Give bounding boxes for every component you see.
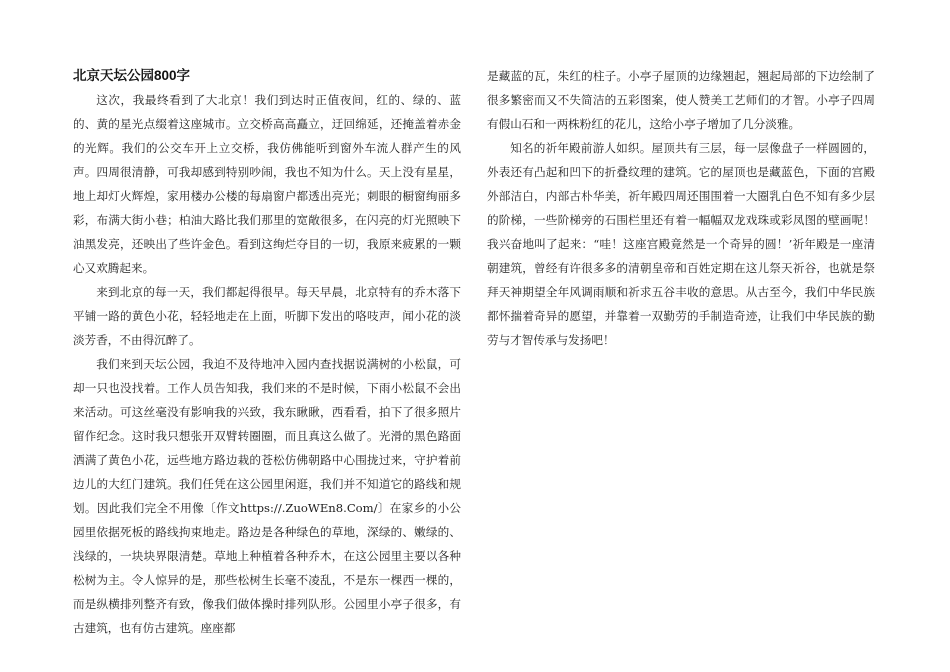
right-column (487, 64, 875, 352)
document-title: 北京天坛公园800字 (73, 68, 191, 83)
paragraph-morning-flowers: 来到北京的每一天，我们都起得很早。每天早晨，北京特有的乔木落下平铺一路的黄色小花，轻轻地走在上面，听脚下发出的咯吱声，闻小花的淡淡芳香，不由得沉醉了。 (73, 285, 461, 347)
paragraph-hall-of-prayer: 知名的祈年殿前游人如织。屋顶共有三层，每一层像盘子一样圆圆的，外表还有凸起和凹下的折叠纹理的建筑。它的屋顶也是藏蓝色，下面的宫殿外部洁白，内部古朴华美，祈年殿四周还围围着一大圈乳白色不知有多少层的阶梯，一些阶梯旁的石围栏里还有着一幅幅双龙戏珠或彩凤图的壁画呢！我兴奋地叫了起来：“哇！这座宫殿竟然是一个奇异的圆！’祈年殿是一座清朝建筑，曾经有许很多多的清朝皇帝和百姓定期在这儿祭天祈谷，也就是祭拜天神期望全年风调雨顺和祈求五谷丰收的意思。从古至今，我们中华民族都怀揣着奇异的愿望，并靠着一双勤劳的手制造奇迹，让我们中华民族的勤劳与才智传承与发扬吧！ (487, 141, 875, 347)
left-column (73, 64, 461, 640)
paragraph-arrival-night: 这次，我最终看到了大北京！我们到达时正值夜间，红的、绿的、蓝的、黄的星光点缀着这座城市。立交桥高高矗立，迂回绵延，还掩盖着赤金的光辉。我们的公交车开上立交桥，我仿佛能听到窗外车流人群产生的风声。四周很清静，可我却感到特别吵闹，我也不知为什么。天上没有星星，地上却灯火辉煌，家用楼办公楼的每扇窗户都透出亮光；刺眼的橱窗绚丽多彩，布满大街小巷；柏油大路比我们那里的宽敞很多，在闪亮的灯光照映下油黑发亮，还映出了些许金色。看到这绚烂夺目的一切，我原来疲累的一颗心又欢腾起来。 (73, 93, 461, 275)
paragraph-pavilion-continued: 是藏蓝的瓦，朱红的柱子。小亭子屋顶的边缘翘起，翘起局部的下边绘制了很多繁密而又不失简洁的五彩图案，使人赞美工艺师们的才智。小亭子四周有假山石和一两株粉红的花儿，这给小亭子增加了几分淡雅。 (487, 69, 875, 131)
paragraph-temple-park: 我们来到天坛公园，我迫不及待地冲入园内查找据说满树的小松鼠，可却一只也没找着。工作人员告知我，我们来的不是时候，下雨小松鼠不会出来活动。可这丝毫没有影响我的兴致，我东瞅瞅，西看看，拍下了很多照片留作纪念。这时我只想张开双臂转圈圈，而且真这么做了。光滑的黑色路面洒满了黄色小花，远些地方路边栽的苍松仿佛朝路中心围拢过来，守护着前边儿的大红门建筑。我们任凭在这公园里闲逛，我们并不知道它的路线和规划。因此我们完全不用像〔作文https://.ZuoWEn8.Com/〕在家乡的小公园里依据死板的路线拘束地走。路边是各种绿色的草地，深绿的、嫩绿的、浅绿的，一块块界限清楚。草地上种植着各种乔木，在这公园里主要以各种松树为主。令人惊异的是，那些松树生长毫不凌乱，不是东一棵西一棵的，而是纵横排列整齐有致，像我们做体操时排列队形。公园里小亭子很多，有古建筑，也有仿古建筑。座座都 (73, 357, 461, 635)
